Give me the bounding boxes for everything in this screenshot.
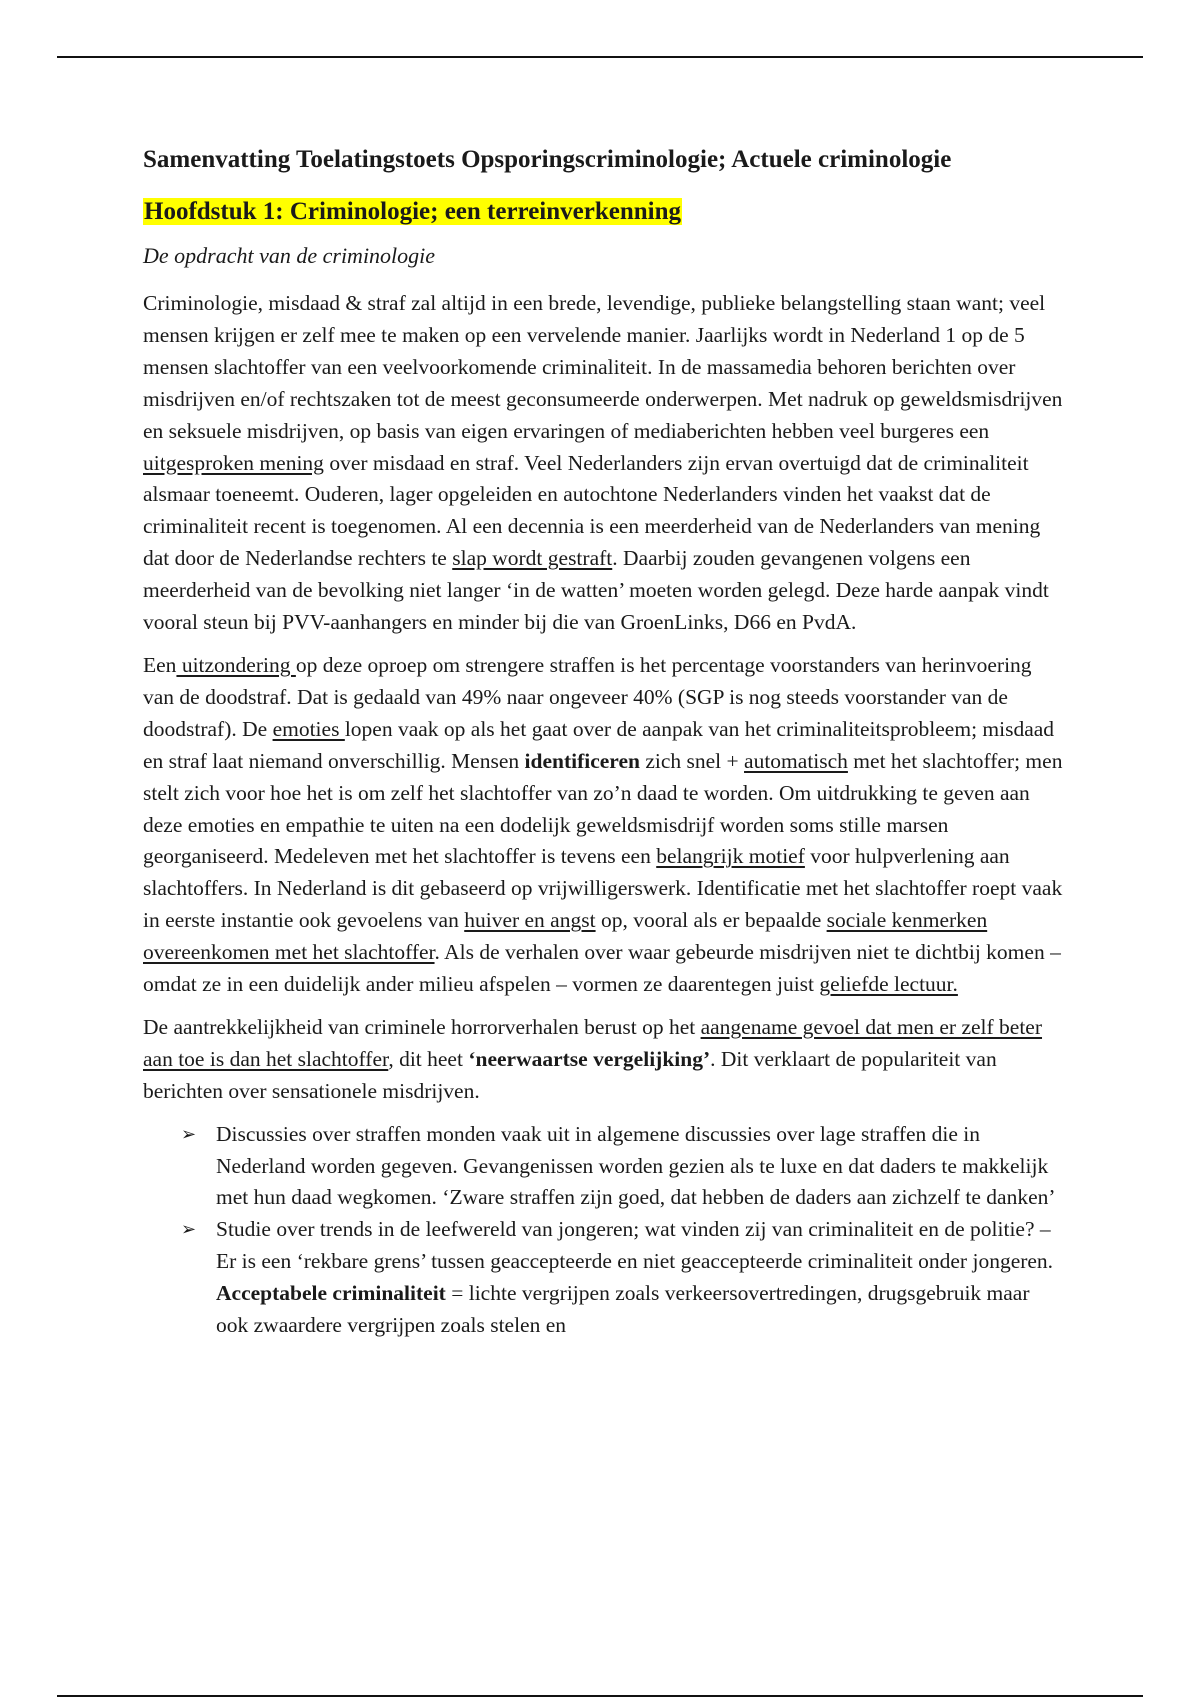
document-page — [143, 138, 1063, 1342]
text-run: = lichte vergrijpen zoals verkeersovertredingen, drugsgebruik maar ook zwaardere vergrijpen zoals stelen en — [216, 1281, 1030, 1338]
text-run: Een — [143, 652, 177, 677]
text-run: De aantrekkelijkheid van criminele horrorverhalen berust op het — [143, 1014, 701, 1039]
body-paragraphs — [143, 288, 1063, 1108]
underlined-text: slap wordt gestraft — [452, 546, 613, 571]
text-run: zich snel + — [639, 748, 745, 773]
underlined-text: automatisch — [744, 748, 848, 773]
list-item — [143, 1119, 1063, 1215]
bold-text: identificeren — [524, 748, 640, 773]
chapter-heading — [143, 194, 1063, 230]
text-run: Studie over trends in de leefwereld van jongeren; wat vinden zij van criminaliteit en de politie? – Er is een ‘rekbare grens’ tussen geaccepteerde en niet geaccepteerde criminaliteit onder jongeren. — [216, 1217, 1054, 1274]
text-run: met het slachtoffer; men stelt zich voor hoe het is om zelf het slachtoffer van zo’n daad te worden. Om uitdrukking te geven aan deze emoties en empathie te uiten na een dodelijk geweldsmisdrijf worden soms stille marsen georganiseerd. Medeleven met het slachtoffer is tevens een — [143, 748, 1063, 869]
list-item — [143, 1214, 1063, 1342]
text-run: . Dit verklaart de populariteit van berichten over sensationele misdrijven. — [143, 1046, 997, 1103]
underlined-text: huiver en angst — [464, 908, 596, 933]
underlined-text: emoties — [272, 716, 345, 741]
top-rule — [57, 56, 1143, 58]
text-run: Discussies over straffen monden vaak uit in algemene discussies over lage straffen die in Nederland worden gegeven. Gevangenissen worden gezien als te luxe en dat daders te makkelijk met hun daad wegkomen. ‘Zware straffen zijn goed, dat hebben de daders aan zichzelf te danken’ — [216, 1121, 1056, 1210]
bullet-list — [143, 1119, 1063, 1342]
section-subheading: De opdracht van de criminologie — [143, 243, 436, 268]
document-title: Samenvatting Toelatingstoets Opsporingscriminologie; Actuele criminologie — [143, 146, 952, 173]
underlined-text: belangrijk motief — [656, 844, 805, 869]
body-paragraph — [143, 650, 1063, 1001]
arrow-bullet-icon: ➢ — [181, 1123, 197, 1145]
body-paragraph — [143, 288, 1063, 639]
text-run: Criminologie, misdaad & straf zal altijd in een brede, levendige, publieke belangstelling staan want; veel mensen krijgen er zelf mee te maken op een vervelende manier. Jaarlijks wordt in Nederland 1 op de 5 mensen slachtoffer van een veelvoorkomende criminaliteit. In de massamedia behoren berichten over misdrijven en/of rechtszaken tot de meest geconsumeerde onderwerpen. Met nadruk op geweldsmisdrijven en seksuele misdrijven, op basis van eigen ervaringen of mediaberichten hebben veel burgeres een — [143, 291, 1063, 443]
text-run: . Als de verhalen over waar gebeurde misdrijven niet te dichtbij komen – omdat ze in een duidelijk ander milieu afspelen – vormen ze daarentegen juist — [143, 940, 1061, 997]
text-run: . Daarbij zouden gevangenen volgens een meerderheid van de bevolking niet langer ‘in de watten’ moeten worden gelegd. Deze harde aanpak vindt vooral steun bij PVV-aanhangers en minder bij die van GroenLinks, D66 en PvdA. — [143, 546, 1049, 635]
chapter-heading-highlight: Hoofdstuk 1: Criminologie; een terreinverkenning — [144, 198, 681, 225]
underlined-text: uitgesproken mening — [143, 450, 324, 475]
text-run: , dit heet — [388, 1046, 469, 1071]
bottom-rule — [57, 1695, 1143, 1697]
bold-text: Acceptabele criminaliteit — [216, 1281, 446, 1306]
text-run: over misdaad en straf. Veel Nederlanders zijn ervan overtuigd dat de criminaliteit alsmaar toeneemt. Ouderen, lager opgeleiden en autochtone Nederlanders vinden het vaakst dat de criminaliteit recent is toegenomen. Al een decennia is een meerderheid van de Nederlanders van mening dat door de Nederlandse rechters te — [143, 450, 1041, 571]
underlined-text: aangename gevoel dat men er zelf beter aan toe is dan het slachtoffer — [143, 1014, 1043, 1071]
text-run: op, vooral als er bepaalde — [595, 908, 827, 933]
bold-text: ‘neerwaartse vergelijking’ — [468, 1046, 711, 1071]
underlined-text: sociale kenmerken overeenkomen met het slachtoffer — [143, 908, 988, 965]
underlined-text: uitzondering — [176, 652, 296, 677]
text-run: lopen vaak op als het gaat over de aanpak van het criminaliteitsprobleem; misdaad en straf laat niemand onverschillig. Mensen — [143, 716, 1055, 773]
body-paragraph — [143, 1012, 1063, 1108]
text-run: op deze oproep om strengere straffen is het percentage voorstanders van herinvoering van de doodstraf. Dat is gedaald van 49% naar ongeveer 40% (SGP is nog steeds voorstander van de doodstraf). De — [143, 652, 1032, 741]
underlined-text: geliefde lectuur. — [819, 972, 958, 997]
arrow-bullet-icon: ➢ — [181, 1219, 197, 1241]
text-run: voor hulpverlening aan slachtoffers. In Nederland is dit gebaseerd op vrijwilligerswerk. Identificatie met het slachtoffer roept vaak in eerste instantie ook gevoelens van — [143, 844, 1063, 933]
